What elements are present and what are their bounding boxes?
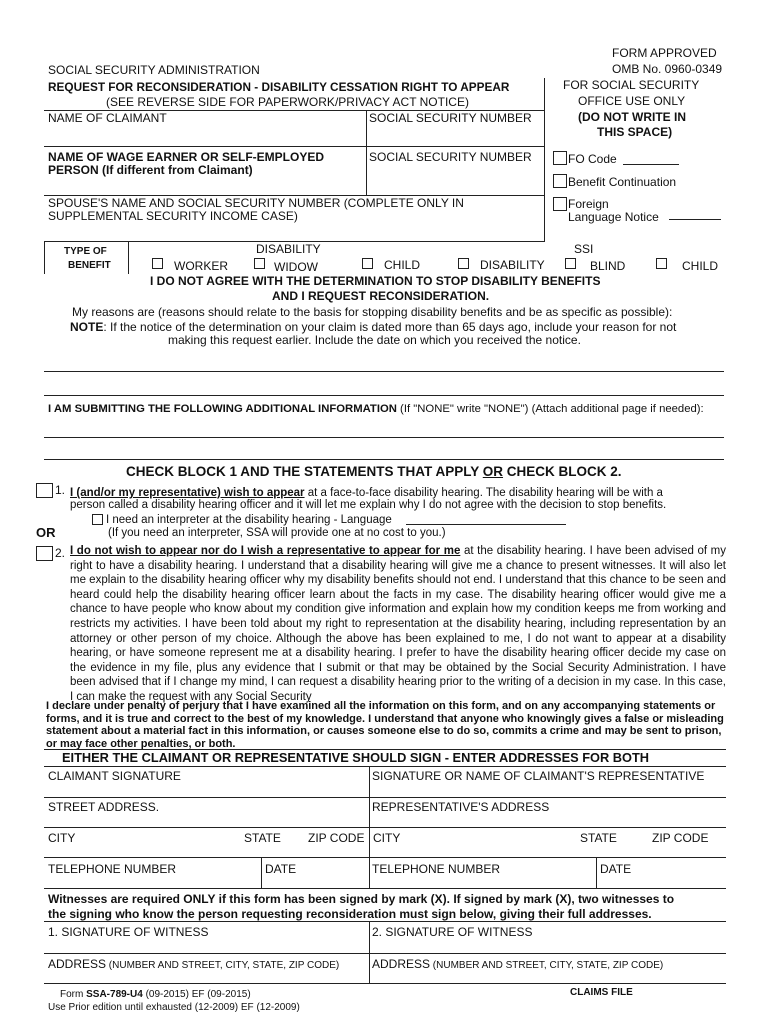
office-use-line1: FOR SOCIAL SECURITY	[563, 78, 700, 92]
block-1-line2: person called a disability hearing officer and it will let me explain why I do not agree with the decision to stop benefits.	[70, 499, 667, 511]
signature-heading: EITHER THE CLAIMANT OR REPRESENTATIVE SHOULD SIGN - ENTER ADDRESSES FOR BOTH	[62, 750, 650, 765]
heading-or: OR	[482, 464, 504, 479]
rule	[44, 857, 726, 858]
claimant-ssn-label: SOCIAL SECURITY NUMBER	[369, 111, 532, 125]
form-number-line	[60, 988, 251, 1002]
address-word: ADDRESS	[48, 957, 107, 971]
reasons-instructions: My reasons are (reasons should relate to the basis for stopping disability benefits and be as specific as possible):	[72, 305, 673, 319]
child-checkbox[interactable]	[362, 258, 373, 269]
form-title: REQUEST FOR RECONSIDERATION - DISABILITY CESSATION RIGHT TO APPEAR	[48, 80, 510, 94]
ssi-child-label: CHILD	[682, 259, 719, 273]
form-subtitle: (SEE REVERSE SIDE FOR PAPERWORK/PRIVACY ACT NOTICE)	[106, 95, 469, 109]
form-suffix: (09-2015) EF (09-2015)	[142, 989, 251, 1000]
prior-edition-note: Use Prior edition until exhausted (12-2009) EF (12-2009)	[48, 1002, 300, 1013]
rule	[366, 110, 367, 196]
form-prefix: Form	[60, 989, 87, 1000]
rep-signature-label: SIGNATURE OR NAME OF CLAIMANT'S REPRESENTATIVE	[372, 769, 705, 783]
wage-earner-ssn-label: SOCIAL SECURITY NUMBER	[369, 150, 532, 164]
check-block-heading	[126, 464, 622, 480]
interpreter-note: (If you need an interpreter, SSA will provide one at no cost to you.)	[108, 527, 446, 539]
claimant-signature-label: CLAIMANT SIGNATURE	[48, 769, 181, 783]
language-notice-line	[669, 219, 721, 220]
fo-code-label: FO Code	[568, 152, 617, 166]
rule	[44, 921, 726, 922]
widow-label: WIDOW	[274, 260, 318, 274]
ssi-child-checkbox[interactable]	[656, 258, 667, 269]
form-number: SSA-789-U4	[86, 989, 143, 1000]
disagree-line1: I DO NOT AGREE WITH THE DETERMINATION TO STOP DISABILITY BENEFITS	[150, 274, 601, 288]
foreign-language-checkbox[interactable]	[553, 197, 567, 211]
or-separator: OR	[36, 525, 56, 540]
rule	[596, 857, 597, 888]
fo-code-checkbox[interactable]	[553, 151, 567, 165]
rule	[44, 146, 544, 147]
witness-1-signature-label: 1. SIGNATURE OF WITNESS	[48, 925, 209, 939]
block-1-rest: at a face-to-face disability hearing. The disability hearing will be with a	[304, 487, 663, 499]
interpreter-checkbox[interactable]	[92, 514, 103, 525]
witness-1-address-label	[48, 957, 339, 973]
block-2-checkbox[interactable]	[36, 546, 53, 561]
reasons-write-line[interactable]	[44, 395, 724, 396]
witness-note-1: Witnesses are required ONLY if this form has been signed by mark (X). If signed by mark (X), two witnesses to	[48, 892, 675, 906]
additional-label: I AM SUBMITTING THE FOLLOWING ADDITIONAL INFORMATION	[48, 403, 397, 415]
additional-info	[48, 402, 704, 416]
ssi-disability-checkbox[interactable]	[458, 258, 469, 269]
note-label: NOTE	[70, 320, 104, 334]
benefit-label: BENEFIT	[68, 260, 111, 271]
type-of-label: TYPE OF	[64, 246, 107, 257]
heading-part-a: CHECK BLOCK 1 AND THE STATEMENTS THAT APPLY	[126, 464, 483, 479]
rule	[44, 766, 726, 767]
spouse-label-2: SUPPLEMENTAL SECURITY INCOME CASE)	[48, 209, 298, 223]
fo-code-line	[623, 164, 679, 165]
office-use-line2: OFFICE USE ONLY	[578, 94, 686, 108]
child-label: CHILD	[384, 258, 421, 272]
claims-file-label: CLAIMS FILE	[570, 987, 633, 998]
rep-state-label: STATE	[580, 831, 617, 845]
rule	[544, 78, 545, 242]
rep-address-label: REPRESENTATIVE'S ADDRESS	[372, 800, 550, 814]
rep-telephone-label: TELEPHONE NUMBER	[372, 862, 501, 876]
wage-earner-label: NAME OF WAGE EARNER OR SELF-EMPLOYED	[48, 150, 325, 164]
note-text: : If the notice of the determination on your claim is dated more than 65 days ago, include your reason for not	[103, 320, 677, 334]
witness-note-2: the signing who know the person requesting reconsideration must sign below, giving their full addresses.	[48, 907, 652, 921]
disagree-line2: AND I REQUEST RECONSIDERATION.	[272, 289, 490, 303]
agency-name: SOCIAL SECURITY ADMINISTRATION	[48, 63, 260, 77]
address-hint: (NUMBER AND STREET, CITY, STATE, ZIP CODE)	[430, 960, 664, 971]
block-1-number: 1.	[55, 483, 66, 497]
rule	[369, 921, 370, 983]
block-1-bold: I (and/or my representative) wish to appear	[70, 487, 305, 499]
street-address-label: STREET ADDRESS.	[48, 800, 160, 814]
rule	[44, 827, 726, 828]
spouse-label: SPOUSE'S NAME AND SOCIAL SECURITY NUMBER (COMPLETE ONLY IN	[48, 196, 464, 210]
block-2-paragraph	[70, 544, 726, 704]
address-hint: (NUMBER AND STREET, CITY, STATE, ZIP CODE)	[106, 960, 340, 971]
worker-label: WORKER	[174, 259, 228, 273]
reasons-write-line[interactable]	[44, 371, 724, 372]
rule	[44, 888, 726, 889]
language-notice-label: Language Notice	[568, 210, 659, 224]
witness-2-signature-label: 2. SIGNATURE OF WITNESS	[372, 925, 533, 939]
rule	[261, 857, 262, 888]
rep-date-label: DATE	[600, 862, 632, 876]
date-label: DATE	[265, 862, 297, 876]
language-write-line[interactable]	[406, 524, 566, 525]
rule	[128, 241, 129, 274]
benefit-continuation-checkbox[interactable]	[553, 174, 567, 188]
disability-header: DISABILITY	[256, 242, 321, 256]
city-label: CITY	[48, 831, 76, 845]
interpreter-label: I need an interpreter at the disability hearing - Language	[106, 514, 392, 526]
additional-write-line[interactable]	[44, 459, 724, 460]
zip-label: ZIP CODE	[308, 831, 365, 845]
block-1-checkbox[interactable]	[36, 483, 53, 498]
additional-hint: (If "NONE" write "NONE") (Attach additional page if needed):	[396, 403, 704, 415]
blind-checkbox[interactable]	[565, 258, 576, 269]
rule	[44, 241, 45, 274]
note-line1	[70, 320, 676, 334]
benefit-continuation-label: Benefit Continuation	[568, 175, 677, 189]
form-approved: FORM APPROVED	[612, 46, 717, 60]
rep-zip-label: ZIP CODE	[652, 831, 709, 845]
note-line2: making this request earlier. Include the date on which you received the notice.	[168, 333, 581, 347]
widow-checkbox[interactable]	[254, 258, 265, 269]
telephone-label: TELEPHONE NUMBER	[48, 862, 177, 876]
office-use-line3: (DO NOT WRITE IN	[578, 110, 686, 124]
rule	[44, 953, 726, 954]
wage-earner-label-2: PERSON (If different from Claimant)	[48, 163, 253, 177]
ssi-disability-label: DISABILITY	[480, 258, 545, 272]
perjury-declaration: I declare under penalty of perjury that I have examined all the information on this form, and on any accompanying statements or forms, and it is true and correct to the best of my knowledge. I understand that anyone who knowingly gives a false or misleading statement about a material fact in this information, or causes someone else to do so, commits a crime and may be sent to prison, or may face other penalties, or both.	[46, 700, 724, 750]
name-of-claimant-label: NAME OF CLAIMANT	[48, 111, 167, 125]
foreign-label: Foreign	[568, 197, 609, 211]
block-2-number: 2.	[55, 546, 66, 560]
heading-part-b: CHECK BLOCK 2.	[503, 464, 622, 479]
witness-2-address-label	[372, 957, 663, 973]
blind-label: BLIND	[590, 259, 626, 273]
block-2-bold: I do not wish to appear nor do I wish a representative to appear for me	[70, 545, 461, 557]
state-label: STATE	[244, 831, 281, 845]
worker-checkbox[interactable]	[152, 258, 163, 269]
address-word: ADDRESS	[372, 957, 431, 971]
office-use-line4: THIS SPACE)	[597, 125, 673, 139]
ssi-header: SSI	[574, 242, 594, 256]
rule	[44, 797, 726, 798]
omb-number: OMB No. 0960-0349	[612, 62, 723, 76]
additional-write-line[interactable]	[44, 437, 724, 438]
rep-city-label: CITY	[373, 831, 401, 845]
rule	[44, 983, 726, 984]
block-2-rest: at the disability hearing. I have been advised of my right to have a disability hearing. I understand that a disability hearing will give me a chance to present witnesses. It will also let me explain to the disability hearing officer why my disability benefits should not end. I understand that this chance to be seen and heard could help the disability hearing officer learn about the facts in my case. The disability hearing officer would give me a chance to have people who know about my condition give information and explain how my condition keeps me from working and restricts my activities. I have been told about my right to representation at the disability hearing, including representation by an attorney or other person of my choice. Although the above has been explained to me, I do not want to appear at a disability hearing, or have someone represent me at a disability hearing. I prefer to have the disability hearing officer decide my case on the evidence in my file, plus any evidence that I submit or that may be obtained by the Social Security Administration. I have been advised that if I change my mind, I can request a disability hearing prior to the writing of a decision in my case. In this case, I can make the request with any Social Security	[70, 545, 726, 703]
